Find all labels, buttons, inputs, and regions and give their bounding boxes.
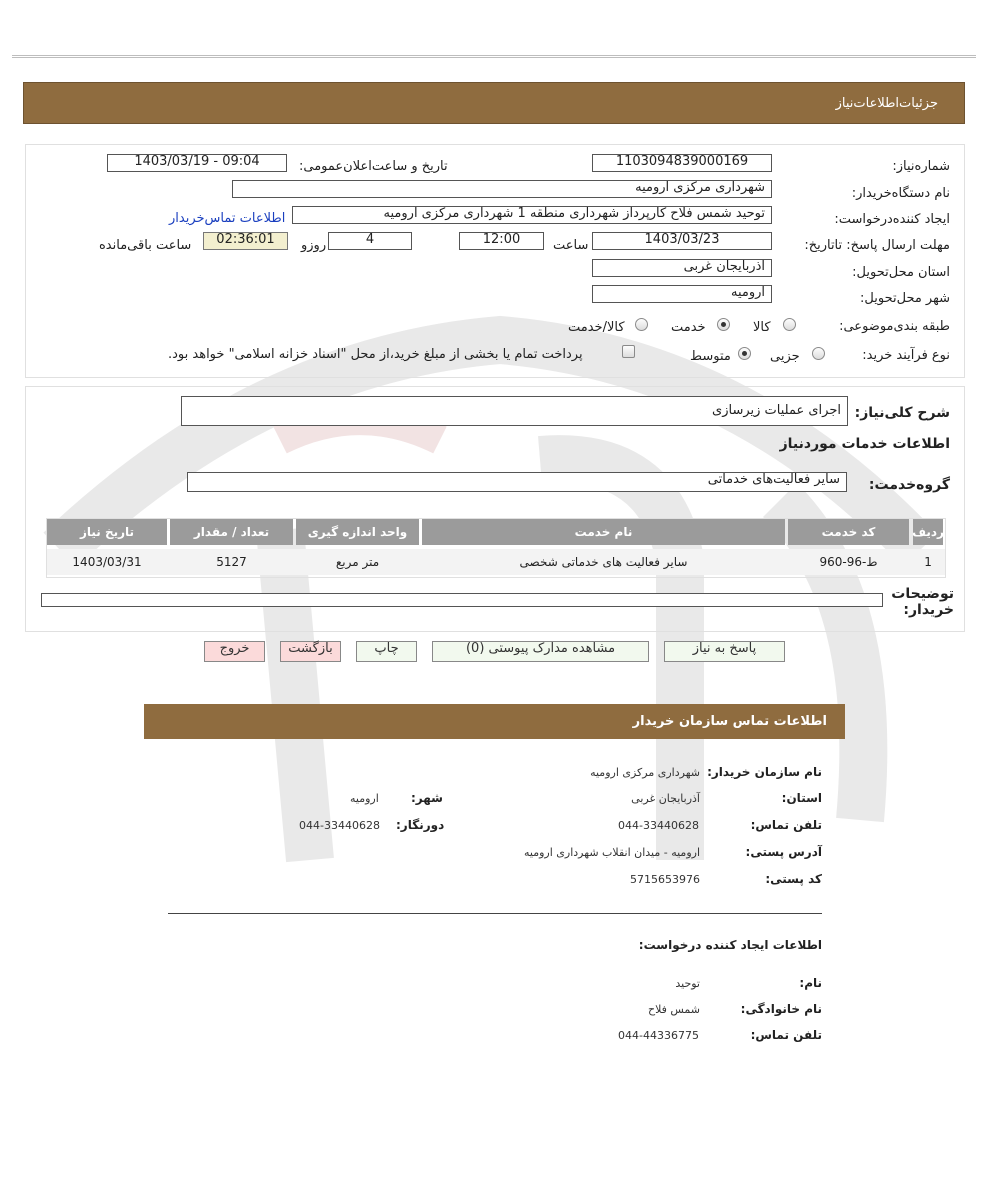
need-desc-field[interactable]: اجرای عملیات زیرسازی bbox=[181, 396, 848, 426]
cell-service-code: ط-96-960 bbox=[819, 555, 878, 569]
contact-org-value: شهرداری مرکزی ارومیه bbox=[590, 766, 700, 779]
process-option-minor: جزیی bbox=[770, 349, 800, 364]
contact-divider bbox=[168, 913, 822, 914]
top-divider bbox=[12, 55, 976, 58]
category-radio-goods-service[interactable] bbox=[635, 318, 648, 331]
days-label: روزو bbox=[301, 238, 327, 253]
col-header-row: ردیف bbox=[913, 519, 943, 545]
cell-row-number: 1 bbox=[924, 555, 932, 569]
process-radio-medium[interactable] bbox=[738, 347, 751, 360]
creator-info-title: اطلاعات ایجاد کننده درخواست: bbox=[638, 938, 822, 952]
view-docs-button[interactable]: مشاهده مدارک پیوستی (0) bbox=[432, 641, 649, 662]
buyer-org-field[interactable]: شهرداری مرکزی ارومیه bbox=[232, 180, 772, 198]
category-label: طبقه بندی‌موضوعی: bbox=[839, 319, 950, 334]
need-number-field[interactable]: 1103094839000169 bbox=[592, 154, 772, 172]
province-field[interactable]: آذربایجان غربی bbox=[592, 259, 772, 277]
creator-family-label: نام خانوادگی: bbox=[740, 1002, 822, 1016]
buyer-notes-field[interactable] bbox=[41, 593, 883, 607]
category-option-service: خدمت bbox=[671, 320, 706, 335]
services-table bbox=[46, 518, 946, 578]
creator-label: ایجاد کننده‌درخواست: bbox=[834, 212, 950, 227]
category-option-goods-service: کالا/خدمت bbox=[568, 320, 625, 335]
col-header-date: تاریخ نیاز bbox=[47, 519, 167, 545]
creator-field[interactable]: توحید شمس فلاح کارپرداز شهرداری منطقه 1 شهرداری مرکزی ارومیه bbox=[292, 206, 772, 224]
creator-name-value: توحید bbox=[675, 977, 700, 990]
deadline-hour-field[interactable]: 12:00 bbox=[459, 232, 544, 250]
city-field[interactable]: ارومیه bbox=[592, 285, 772, 303]
contact-city-label: شهر: bbox=[411, 791, 443, 805]
contact-postal-label: کد پستی: bbox=[765, 872, 822, 886]
service-group-field[interactable]: سایر فعالیت‌های خدماتی bbox=[187, 472, 847, 492]
process-radio-minor[interactable] bbox=[812, 347, 825, 360]
cell-unit: متر مربع bbox=[335, 555, 380, 569]
reply-button[interactable]: پاسخ به نیاز bbox=[664, 641, 785, 662]
process-label: نوع فرآیند خرید: bbox=[862, 348, 950, 363]
announce-field[interactable]: 1403/03/19 - 09:04 bbox=[107, 154, 287, 172]
need-number-label: شماره‌نیاز: bbox=[892, 159, 950, 174]
print-button[interactable]: چاپ bbox=[356, 641, 417, 662]
service-group-label: گروه‌خدمت: bbox=[868, 477, 950, 493]
page-header bbox=[23, 82, 965, 124]
contact-org-label: نام سازمان خریدار: bbox=[707, 765, 822, 779]
deadline-date-field[interactable]: 1403/03/23 bbox=[592, 232, 772, 250]
page-title: جزئیات‌اطلاعات‌نیاز bbox=[835, 95, 938, 111]
creator-phone-label: تلفن تماس: bbox=[750, 1028, 822, 1042]
treasury-checkbox[interactable] bbox=[622, 345, 635, 358]
contact-address-value: ارومیه - میدان انقلاب شهرداری ارومیه bbox=[524, 846, 700, 859]
creator-family-value: شمس فلاح bbox=[647, 1003, 700, 1016]
city-label: شهر محل‌تحویل: bbox=[860, 291, 950, 306]
contact-postal-value: 5715653976 bbox=[630, 873, 700, 886]
treasury-note: پرداخت تمام یا بخشی از مبلغ خرید،از محل "اسناد خزانه اسلامی" خواهد بود. bbox=[168, 347, 583, 362]
cell-need-date: 1403/03/31 bbox=[72, 555, 142, 569]
process-option-medium: متوسط bbox=[690, 349, 731, 364]
contact-phone-value: 044-33440628 bbox=[618, 819, 699, 832]
creator-phone-value: 044-44336775 bbox=[618, 1029, 699, 1042]
col-header-qty: تعداد / مقدار bbox=[170, 519, 293, 545]
col-header-code: کد خدمت bbox=[788, 519, 909, 545]
cell-service-name: سایر فعالیت های خدماتی شخصی bbox=[519, 555, 688, 569]
col-header-name: نام خدمت bbox=[422, 519, 785, 545]
days-field[interactable]: 4 bbox=[328, 232, 412, 250]
contact-section-header bbox=[144, 704, 845, 739]
category-radio-goods[interactable] bbox=[783, 318, 796, 331]
hour-label: ساعت bbox=[553, 238, 589, 253]
buyer-notes-label: توضیحات خریدار: bbox=[891, 586, 954, 618]
need-desc-label: شرح کلی‌نیاز: bbox=[854, 405, 950, 421]
category-radio-service[interactable] bbox=[717, 318, 730, 331]
back-button[interactable]: بازگشت bbox=[280, 641, 341, 662]
contact-address-label: آدرس پستی: bbox=[745, 845, 822, 859]
cell-quantity: 5127 bbox=[216, 555, 247, 569]
category-option-goods: کالا bbox=[753, 320, 771, 335]
province-label: استان محل‌تحویل: bbox=[852, 265, 950, 280]
contact-city-value: ارومیه bbox=[350, 792, 379, 805]
announce-label: تاریخ و ساعت‌اعلان‌عمومی: bbox=[299, 159, 448, 174]
contact-province-value: آذربایجان غربی bbox=[631, 792, 700, 805]
contact-section-title: اطلاعات تماس سازمان خریدار bbox=[632, 714, 827, 729]
deadline-label: مهلت ارسال پاسخ: تاتاریخ: bbox=[804, 238, 950, 253]
remaining-label: ساعت باقی‌مانده bbox=[99, 238, 192, 253]
contact-fax-label: دورنگار: bbox=[396, 818, 445, 832]
services-heading: اطلاعات خدمات موردنیاز bbox=[779, 436, 950, 452]
contact-province-label: استان: bbox=[781, 791, 822, 805]
creator-name-label: نام: bbox=[799, 976, 822, 990]
contact-fax-value: 044-33440628 bbox=[299, 819, 380, 832]
col-header-unit: واحد اندازه گیری bbox=[296, 519, 419, 545]
exit-button[interactable]: خروج bbox=[204, 641, 265, 662]
contact-phone-label: تلفن تماس: bbox=[750, 818, 822, 832]
buyer-contact-link[interactable]: اطلاعات تماس‌خریدار bbox=[169, 211, 286, 226]
buyer-org-label: نام دستگاه‌خریدار: bbox=[851, 186, 950, 201]
remaining-time-field: 02:36:01 bbox=[203, 232, 288, 250]
